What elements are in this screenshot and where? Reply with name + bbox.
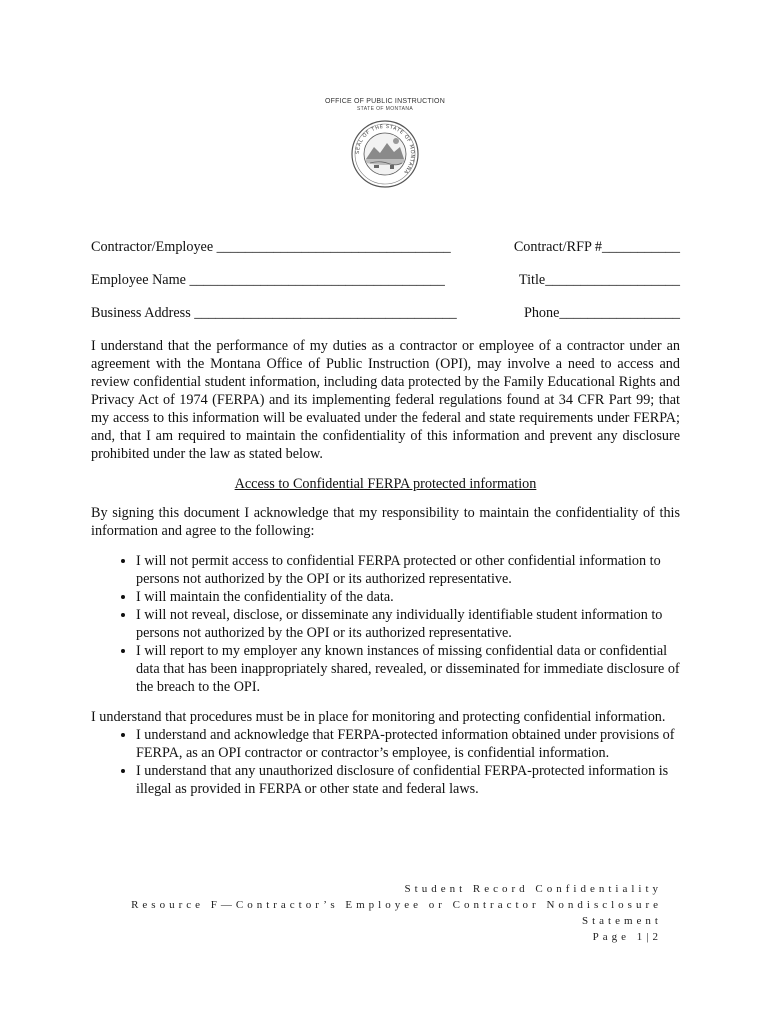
footer-line: Student Record Confidentiality	[404, 883, 662, 895]
state-name: STATE OF MONTANA	[356, 106, 414, 112]
page-footer	[91, 881, 662, 945]
address-row	[91, 304, 680, 322]
list-item: • I understand that any unauthorized disclosure of confidential FERPA-protected information is illegal as provided in FERPA or other state and federal laws.	[136, 762, 680, 798]
list-item: • I will maintain the confidentiality of the data.	[136, 588, 680, 606]
title-field[interactable]: Title___________________	[518, 272, 680, 288]
page-number: Page 1|2	[592, 931, 662, 943]
list-item: • I understand and acknowledge that FERPA-protected information obtained under provisions of FERPA, as an OPI contractor or contractor’s employee, is confidential information.	[136, 726, 680, 762]
agreement-list	[91, 552, 680, 696]
phone-field[interactable]: Phone_________________	[523, 305, 680, 321]
employee-name-field[interactable]: Employee Name ____________________________________	[91, 272, 445, 288]
document-body	[91, 238, 680, 798]
business-address-field[interactable]: Business Address _____________________________________	[91, 305, 457, 321]
contractor-employee-field[interactable]: Contractor/Employee _________________________________	[91, 239, 451, 255]
procedures-paragraph: I understand that procedures must be in place for monitoring and protecting confidential information.	[91, 709, 666, 725]
svg-text:SEAL OF THE STATE OF MONTANA: SEAL OF THE STATE OF MONTANA	[354, 123, 416, 176]
state-seal-icon	[350, 119, 420, 189]
list-item: • I will report to my employer any known instances of missing confidential data or confidential data that has been inappropriately shared, revealed, or disseminated for immediate disclosure of the breach to the OPI.	[136, 642, 680, 696]
procedures-list	[91, 726, 680, 798]
intro-paragraph: I understand that the performance of my duties as a contractor or employee of a contractor under an agreement with the Montana Office of Public Instruction (OPI), may involve a need to access and review confidential student information, including data protected by the Family Educational Rights and Privacy Act of 1974 (FERPA) and its implementing federal regulations found at 34 CFR Part 99; that my access to this information will be evaluated under the federal and state requirements under FERPA; and, that I am required to maintain the confidentiality of this information and prevent any disclosure prohibited under the law as stated below.	[91, 338, 680, 462]
section-heading: Access to Confidential FERPA protected information	[234, 476, 537, 492]
footer-line: Resource F—Contractor’s Employee or Contractor Nondisclosure	[131, 899, 662, 911]
contractor-row	[91, 238, 680, 256]
acknowledge-paragraph: By signing this document I acknowledge that my responsibility to maintain the confidentiality of this information and agree to the following:	[91, 505, 680, 539]
employee-row	[91, 271, 680, 289]
list-item: • I will not permit access to confidential FERPA protected or other confidential information to persons not authorized by the OPI or its authorized representative.	[136, 552, 680, 588]
office-name: OFFICE OF PUBLIC INSTRUCTION	[325, 98, 445, 105]
contract-rfp-field[interactable]: Contract/RFP #___________	[513, 239, 680, 255]
footer-line: Statement	[582, 915, 662, 927]
letterhead	[0, 98, 770, 189]
list-item: • I will not reveal, disclose, or disseminate any individually identifiable student information to persons not authorized by the OPI or its authorized representative.	[136, 606, 680, 642]
